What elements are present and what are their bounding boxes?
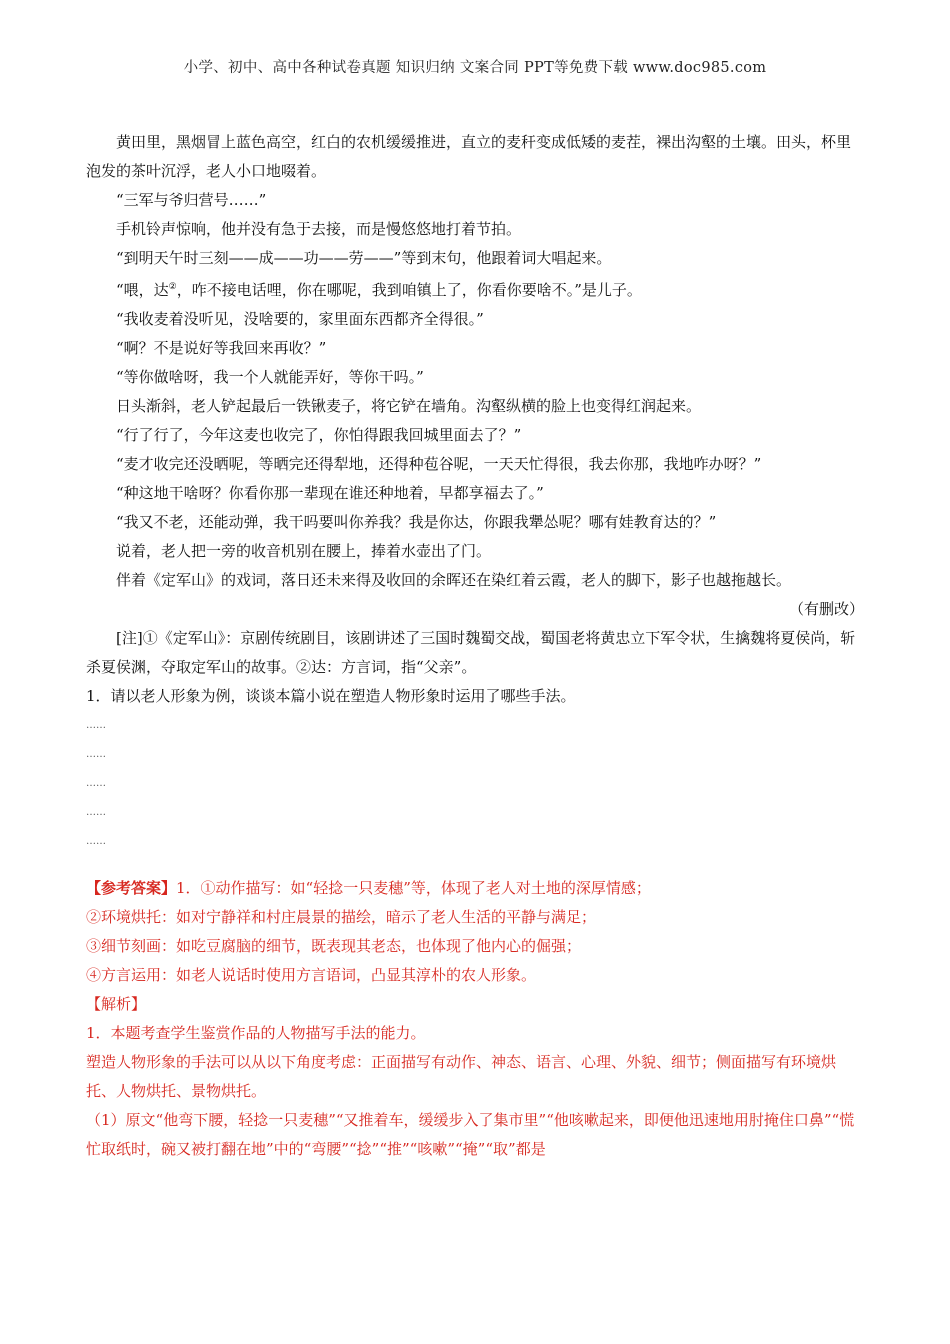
story-paragraph: “我又不老，还能动弹，我干吗要叫你养我？我是你达，你跟我犟怂呢？哪有娃教育达的？” — [116, 513, 717, 531]
answer-label: 【参考答案】 — [86, 879, 177, 897]
answer-blank-line: …… — [86, 807, 106, 818]
answer-line: ③细节刻画：如吃豆腐脑的细节，既表现其老态，也体现了他内心的倔强； — [86, 937, 582, 955]
story-paragraph: 日头渐斜，老人铲起最后一铁锹麦子，将它铲在墙角。沟壑纵横的脸上也变得红润起来。 — [116, 397, 702, 415]
text-run: ，咋不接电话哩，你在哪呢，我到咱镇上了，你看你要啥不。”是儿子。 — [176, 281, 642, 299]
story-paragraph: 说着，老人把一旁的收音机别在腰上，捧着水壶出了门。 — [116, 542, 492, 560]
answer-blank-line: …… — [86, 836, 106, 847]
story-paragraph: “到明天午时三刻——成——功——劳——”等到末句，他跟着词大唱起来。 — [116, 249, 612, 267]
answer-line: ④方言运用：如老人说话时使用方言语词，凸显其淳朴的农人形象。 — [86, 966, 537, 984]
question-1: 1．请以老人形象为例，谈谈本篇小说在塑造人物形象时运用了哪些手法。 — [86, 687, 576, 705]
story-paragraph: “行了行了，今年这麦也收完了，你怕得跟我回城里面去了？” — [116, 426, 522, 444]
story-paragraph: “麦才收完还没晒呢，等晒完还得犁地，还得种苞谷呢，一天天忙得很，我去你那，我地咋办呀？” — [116, 455, 762, 473]
analysis-line: （1）原文“他弯下腰，轻捻一只麦穗”“又推着车，缓缓步入了集市里”“他咳嗽起来，即便他迅速地用肘掩住口鼻”“慌忙取纸时，碗又被打翻在地”中的“弯腰”“捻”“推”“咳嗽”“掩”“取”都是 — [86, 1111, 855, 1158]
story-paragraph: “我收麦着没听见，没啥要的，家里面东西都齐全得很。” — [116, 310, 484, 328]
answer-section — [86, 874, 864, 1164]
story-paragraph: “啊？不是说好等我回来再收？” — [116, 339, 327, 357]
story-paragraph: 黄田里，黑烟冒上蓝色高空，红白的农机缓缓推进，直立的麦秆变成低矮的麦茬，裸出沟壑的土壤。田头，杯里泡发的茶叶沉浮，老人小口地啜着。 — [86, 133, 852, 180]
answer-blank-line: …… — [86, 778, 106, 789]
story-paragraph: “等你做啥呀，我一个人就能弄好，等你干吗。” — [116, 368, 424, 386]
footnote-marker: ② — [168, 282, 177, 292]
answer-line: ②环境烘托：如对宁静祥和村庄晨景的描绘，暗示了老人生活的平静与满足； — [86, 908, 597, 926]
document-body — [86, 128, 864, 1164]
story-paragraph: “种这地干啥呀？你看你那一辈现在谁还种地着，早都享福去了。” — [116, 484, 544, 502]
story-paragraph — [86, 273, 864, 305]
analysis-line: 1．本题考查学生鉴赏作品的人物描写手法的能力。 — [86, 1024, 426, 1042]
answer-text: 1．①动作描写：如“轻捻一只麦穗”等，体现了老人对土地的深厚情感； — [176, 879, 651, 897]
page-header: 小学、初中、高中各种试卷真题 知识归纳 文案合同 PPT等免费下载 www.doc985.com — [183, 60, 767, 76]
answer-blank-line: …… — [86, 749, 106, 760]
text-run: “喂，达 — [116, 281, 169, 299]
annotation-note: [注]①《定军山》：京剧传统剧目，该剧讲述了三国时魏蜀交战，蜀国老将黄忠立下军令状，生擒魏将夏侯尚，斩杀夏侯渊，夺取定军山的故事。②达：方言词，指“父亲”。 — [86, 629, 856, 676]
analysis-line: 塑造人物形象的手法可以从以下角度考虑：正面描写有动作、神态、语言、心理、外貌、细节；侧面描写有环境烘托、人物烘托、景物烘托。 — [86, 1053, 837, 1100]
analysis-label: 【解析】 — [86, 995, 147, 1013]
story-paragraph: 伴着《定军山》的戏词，落日还未来得及收回的余晖还在染红着云霞，老人的脚下，影子也越拖越长。 — [116, 571, 792, 589]
story-paragraph: “三军与爷归营号……” — [116, 191, 267, 209]
answer-blank-line: …… — [86, 720, 106, 731]
source-note: （有删改） — [788, 600, 864, 618]
story-paragraph: 手机铃声惊响，他并没有急于去接，而是慢悠悠地打着节拍。 — [116, 220, 522, 238]
answer-line — [86, 874, 864, 903]
